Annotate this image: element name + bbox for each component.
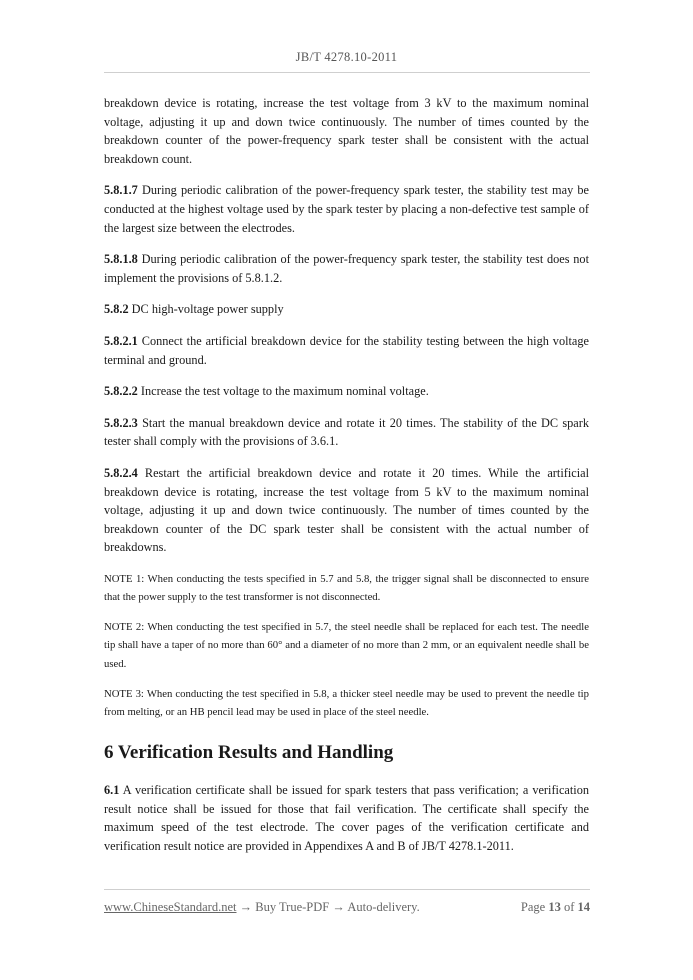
of-label: of bbox=[563, 900, 575, 914]
clause-text: During periodic calibration of the power-frequency spark tester, the stability test may be conducted at the highest voltage used by the spark tester by placing a non-defective test sample of the largest size between the electrodes. bbox=[104, 183, 589, 235]
note-2: NOTE 2: When conducting the test specified in 5.7, the steel needle shall be replaced for each test. The needle tip shall have a taper of no more than 60° and a diameter of no more than 2 mm, or an equivalent needle shall be used. bbox=[104, 621, 589, 670]
clause-5-8-2-1 bbox=[104, 332, 589, 369]
arrow-right-icon: → bbox=[239, 900, 253, 914]
note-1: NOTE 1: When conducting the tests specified in 5.7 and 5.8, the trigger signal shall be disconnected to ensure that the power supply to the test transformer is not disconnected. bbox=[104, 572, 589, 604]
page-body bbox=[104, 94, 589, 869]
footer-divider bbox=[104, 889, 590, 890]
clause-number: 6.1 bbox=[104, 783, 120, 798]
arrow-right-icon: → bbox=[332, 900, 345, 914]
clause-text: Start the manual breakdown device and rotate it 20 times. The stability of the DC spark tester shall comply with the provisions of 3.6.1. bbox=[104, 415, 589, 449]
clause-number: 5.8.1.8 bbox=[104, 252, 138, 267]
clause-5-8-2-4 bbox=[104, 464, 589, 557]
page-current: 13 bbox=[548, 900, 561, 914]
clause-text: A verification certificate shall be issued for spark testers that pass verification; a verification result notice shall be issued for those that fail verification. The certificate shall specify the maximum speed of the test electrode. The cover pages of the verification certificate and verification result notice are provided in Appendixes A and B of JB/T 4278.1-2011. bbox=[104, 783, 589, 854]
clause-text: breakdown device is rotating, increase the test voltage from 3 kV to the maximum nominal voltage, adjusting it up and down twice continuously. The number of times counted by the breakdown counter of the power-frequency spark tester shall be consistent with the actual breakdown count. bbox=[104, 96, 589, 166]
buy-pdf-text: Buy True-PDF bbox=[255, 900, 330, 914]
page-footer bbox=[104, 900, 590, 918]
clause-5-8-2 bbox=[104, 300, 589, 319]
clause-5-8-1-7 bbox=[104, 181, 589, 237]
page-number bbox=[521, 900, 590, 915]
clause-number: 5.8.1.7 bbox=[104, 183, 138, 198]
footer-promo bbox=[104, 900, 420, 915]
paragraph-continuation bbox=[104, 94, 589, 168]
clause-5-8-2-2 bbox=[104, 382, 589, 401]
auto-delivery-text: Auto-delivery. bbox=[347, 900, 420, 914]
clause-number: 5.8.2.1 bbox=[104, 333, 138, 348]
clause-text: During periodic calibration of the power-frequency spark tester, the stability test does not implement the provisions of 5.8.1.2. bbox=[104, 252, 589, 285]
clause-number: 5.8.2.2 bbox=[104, 384, 138, 399]
clause-text: Restart the artificial breakdown device and rotate it 20 times. While the artificial breakdown device is rotating, increase the test voltage from 5 kV to the maximum nominal voltage, adjusting it up and down twice continuously. The number of times counted by the breakdown counter of the DC spark tester shall be consistent with the actual number of breakdowns. bbox=[104, 465, 589, 555]
clause-5-8-2-3 bbox=[104, 414, 589, 451]
note-3: NOTE 3: When conducting the test specified in 5.8, a thicker steel needle may be used to prevent the needle tip from melting, or an HB pencil lead may be used in place of the steel needle. bbox=[104, 687, 589, 719]
clause-text: Connect the artificial breakdown device for the stability testing between the high voltage terminal and ground. bbox=[104, 333, 589, 367]
running-header: JB/T 4278.10-2011 bbox=[295, 50, 398, 64]
clause-number: 5.8.2.3 bbox=[104, 415, 138, 430]
clause-number: 5.8.2 bbox=[104, 302, 129, 317]
page-label: Page bbox=[520, 900, 546, 914]
clause-text: Increase the test voltage to the maximum nominal voltage. bbox=[137, 384, 429, 399]
page-total: 14 bbox=[577, 900, 590, 914]
clause-6-1 bbox=[104, 781, 589, 855]
header-divider bbox=[104, 72, 590, 73]
site-link[interactable]: www.ChineseStandard.net bbox=[104, 900, 237, 914]
clause-number: 5.8.2.4 bbox=[104, 465, 138, 480]
clause-5-8-1-8 bbox=[104, 250, 589, 287]
section-heading: 6 Verification Results and Handling bbox=[104, 742, 394, 764]
clause-text: DC high-voltage power supply bbox=[128, 302, 284, 317]
